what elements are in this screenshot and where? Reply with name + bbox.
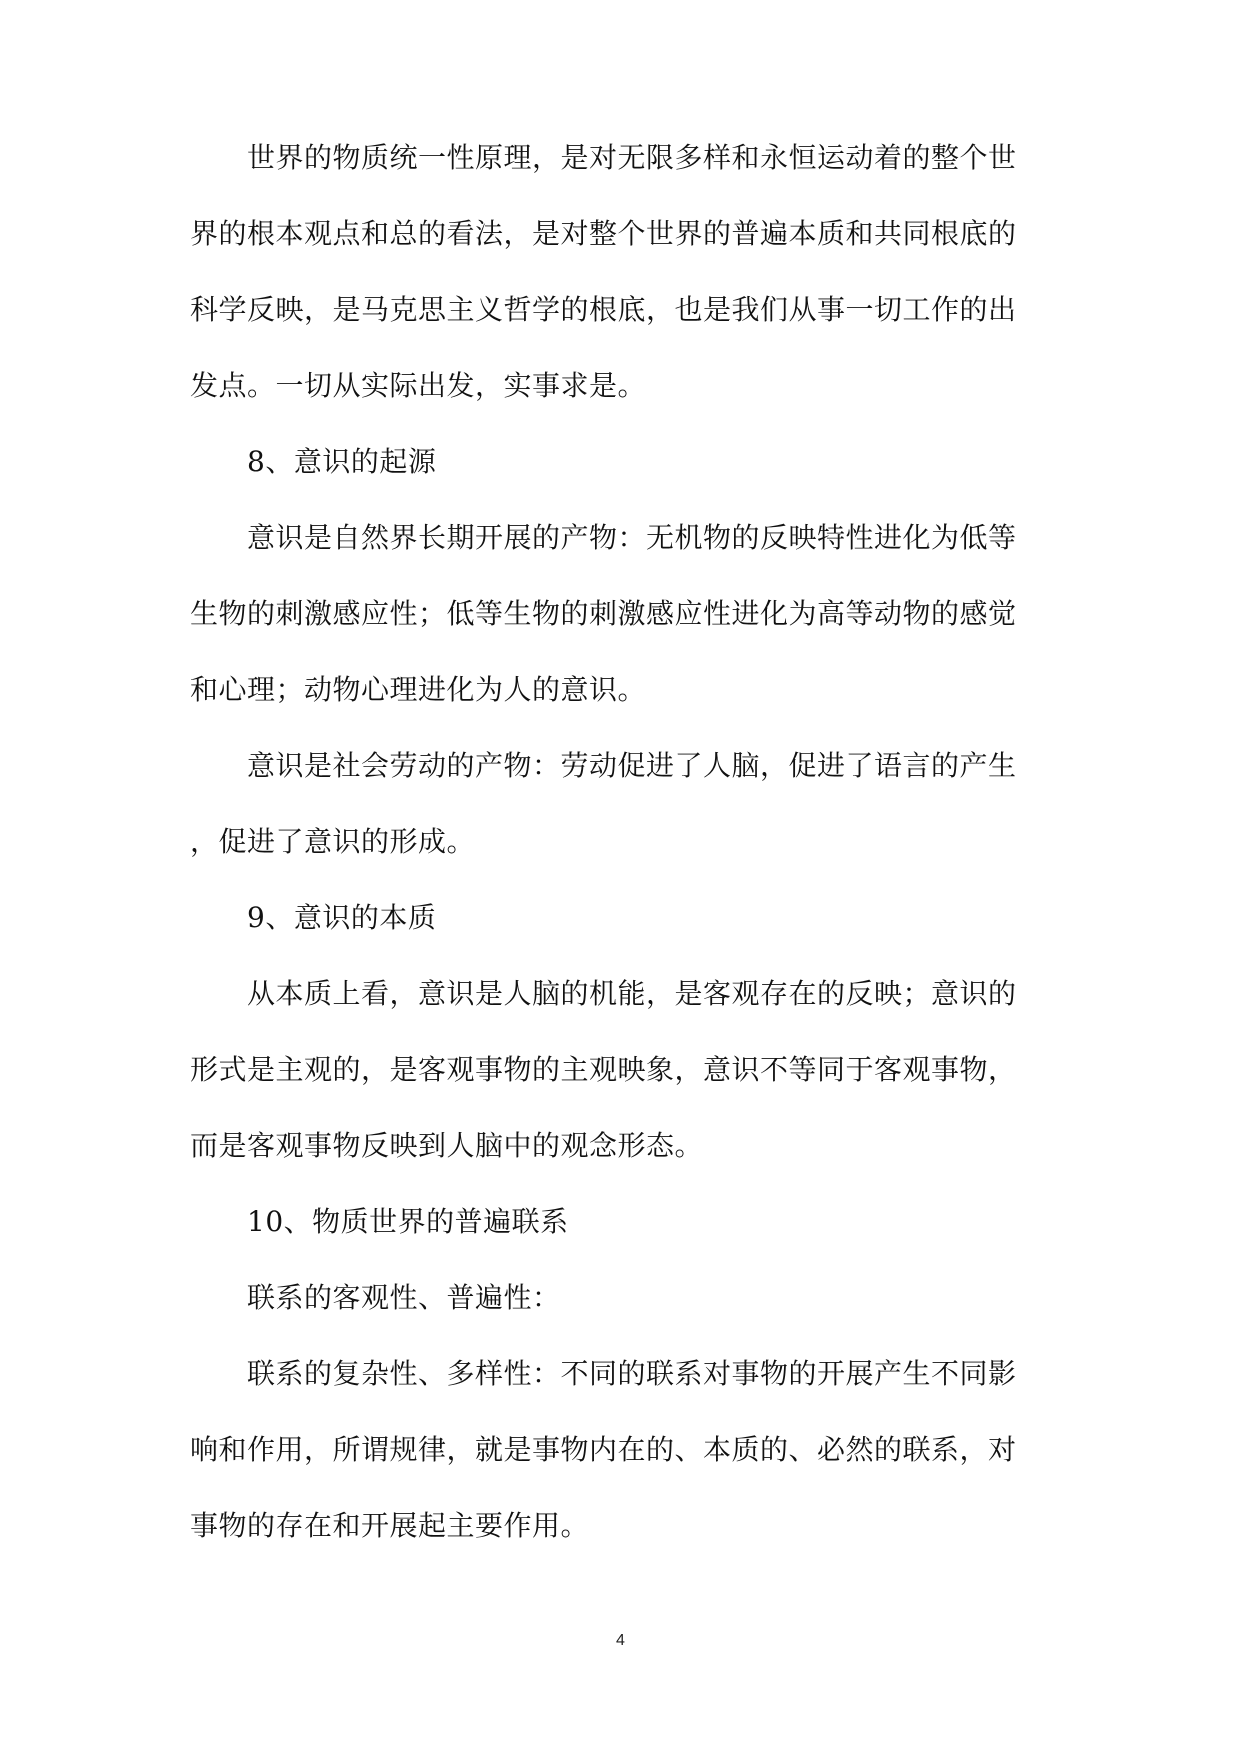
paragraph-line: 响和作用，所谓规律，就是事物内在的、本质的、必然的联系，对 xyxy=(190,1433,1017,1466)
paragraph-line: 和心理；动物心理进化为人的意识。 xyxy=(190,673,647,706)
paragraph-line: 而是客观事物反映到人脑中的观念形态。 xyxy=(190,1129,704,1162)
paragraph-line: 科学反映，是马克思主义哲学的根底，也是我们从事一切工作的出 xyxy=(190,293,1017,326)
paragraph-line: 意识是自然界长期开展的产物：无机物的反映特性进化为低等 xyxy=(247,521,1017,554)
paragraph-line: 联系的客观性、普遍性： xyxy=(247,1281,561,1314)
page-number: 4 xyxy=(616,1632,625,1649)
section-heading: 8、意识的起源 xyxy=(247,445,437,478)
page-body xyxy=(190,120,1060,1564)
section-heading: 10、物质世界的普遍联系 xyxy=(247,1205,569,1238)
paragraph-line: 意识是社会劳动的产物：劳动促进了人脑，促进了语言的产生 xyxy=(247,749,1017,782)
paragraph-line: 发点。一切从实际出发，实事求是。 xyxy=(190,369,647,402)
paragraph-line: 世界的物质统一性原理，是对无限多样和永恒运动着的整个世 xyxy=(247,141,1017,174)
paragraph-line: ，促进了意识的形成。 xyxy=(190,825,476,858)
paragraph-line: 生物的刺激感应性；低等生物的刺激感应性进化为高等动物的感觉 xyxy=(190,597,1017,630)
paragraph-line: 形式是主观的，是客观事物的主观映象，意识不等同于客观事物， xyxy=(190,1053,1017,1086)
paragraph-line: 界的根本观点和总的看法，是对整个世界的普遍本质和共同根底的 xyxy=(190,217,1017,250)
paragraph-line: 从本质上看，意识是人脑的机能，是客观存在的反映；意识的 xyxy=(247,977,1017,1010)
paragraph-line: 联系的复杂性、多样性：不同的联系对事物的开展产生不同影 xyxy=(247,1357,1017,1390)
section-heading: 9、意识的本质 xyxy=(247,901,437,934)
paragraph-line: 事物的存在和开展起主要作用。 xyxy=(190,1509,590,1542)
